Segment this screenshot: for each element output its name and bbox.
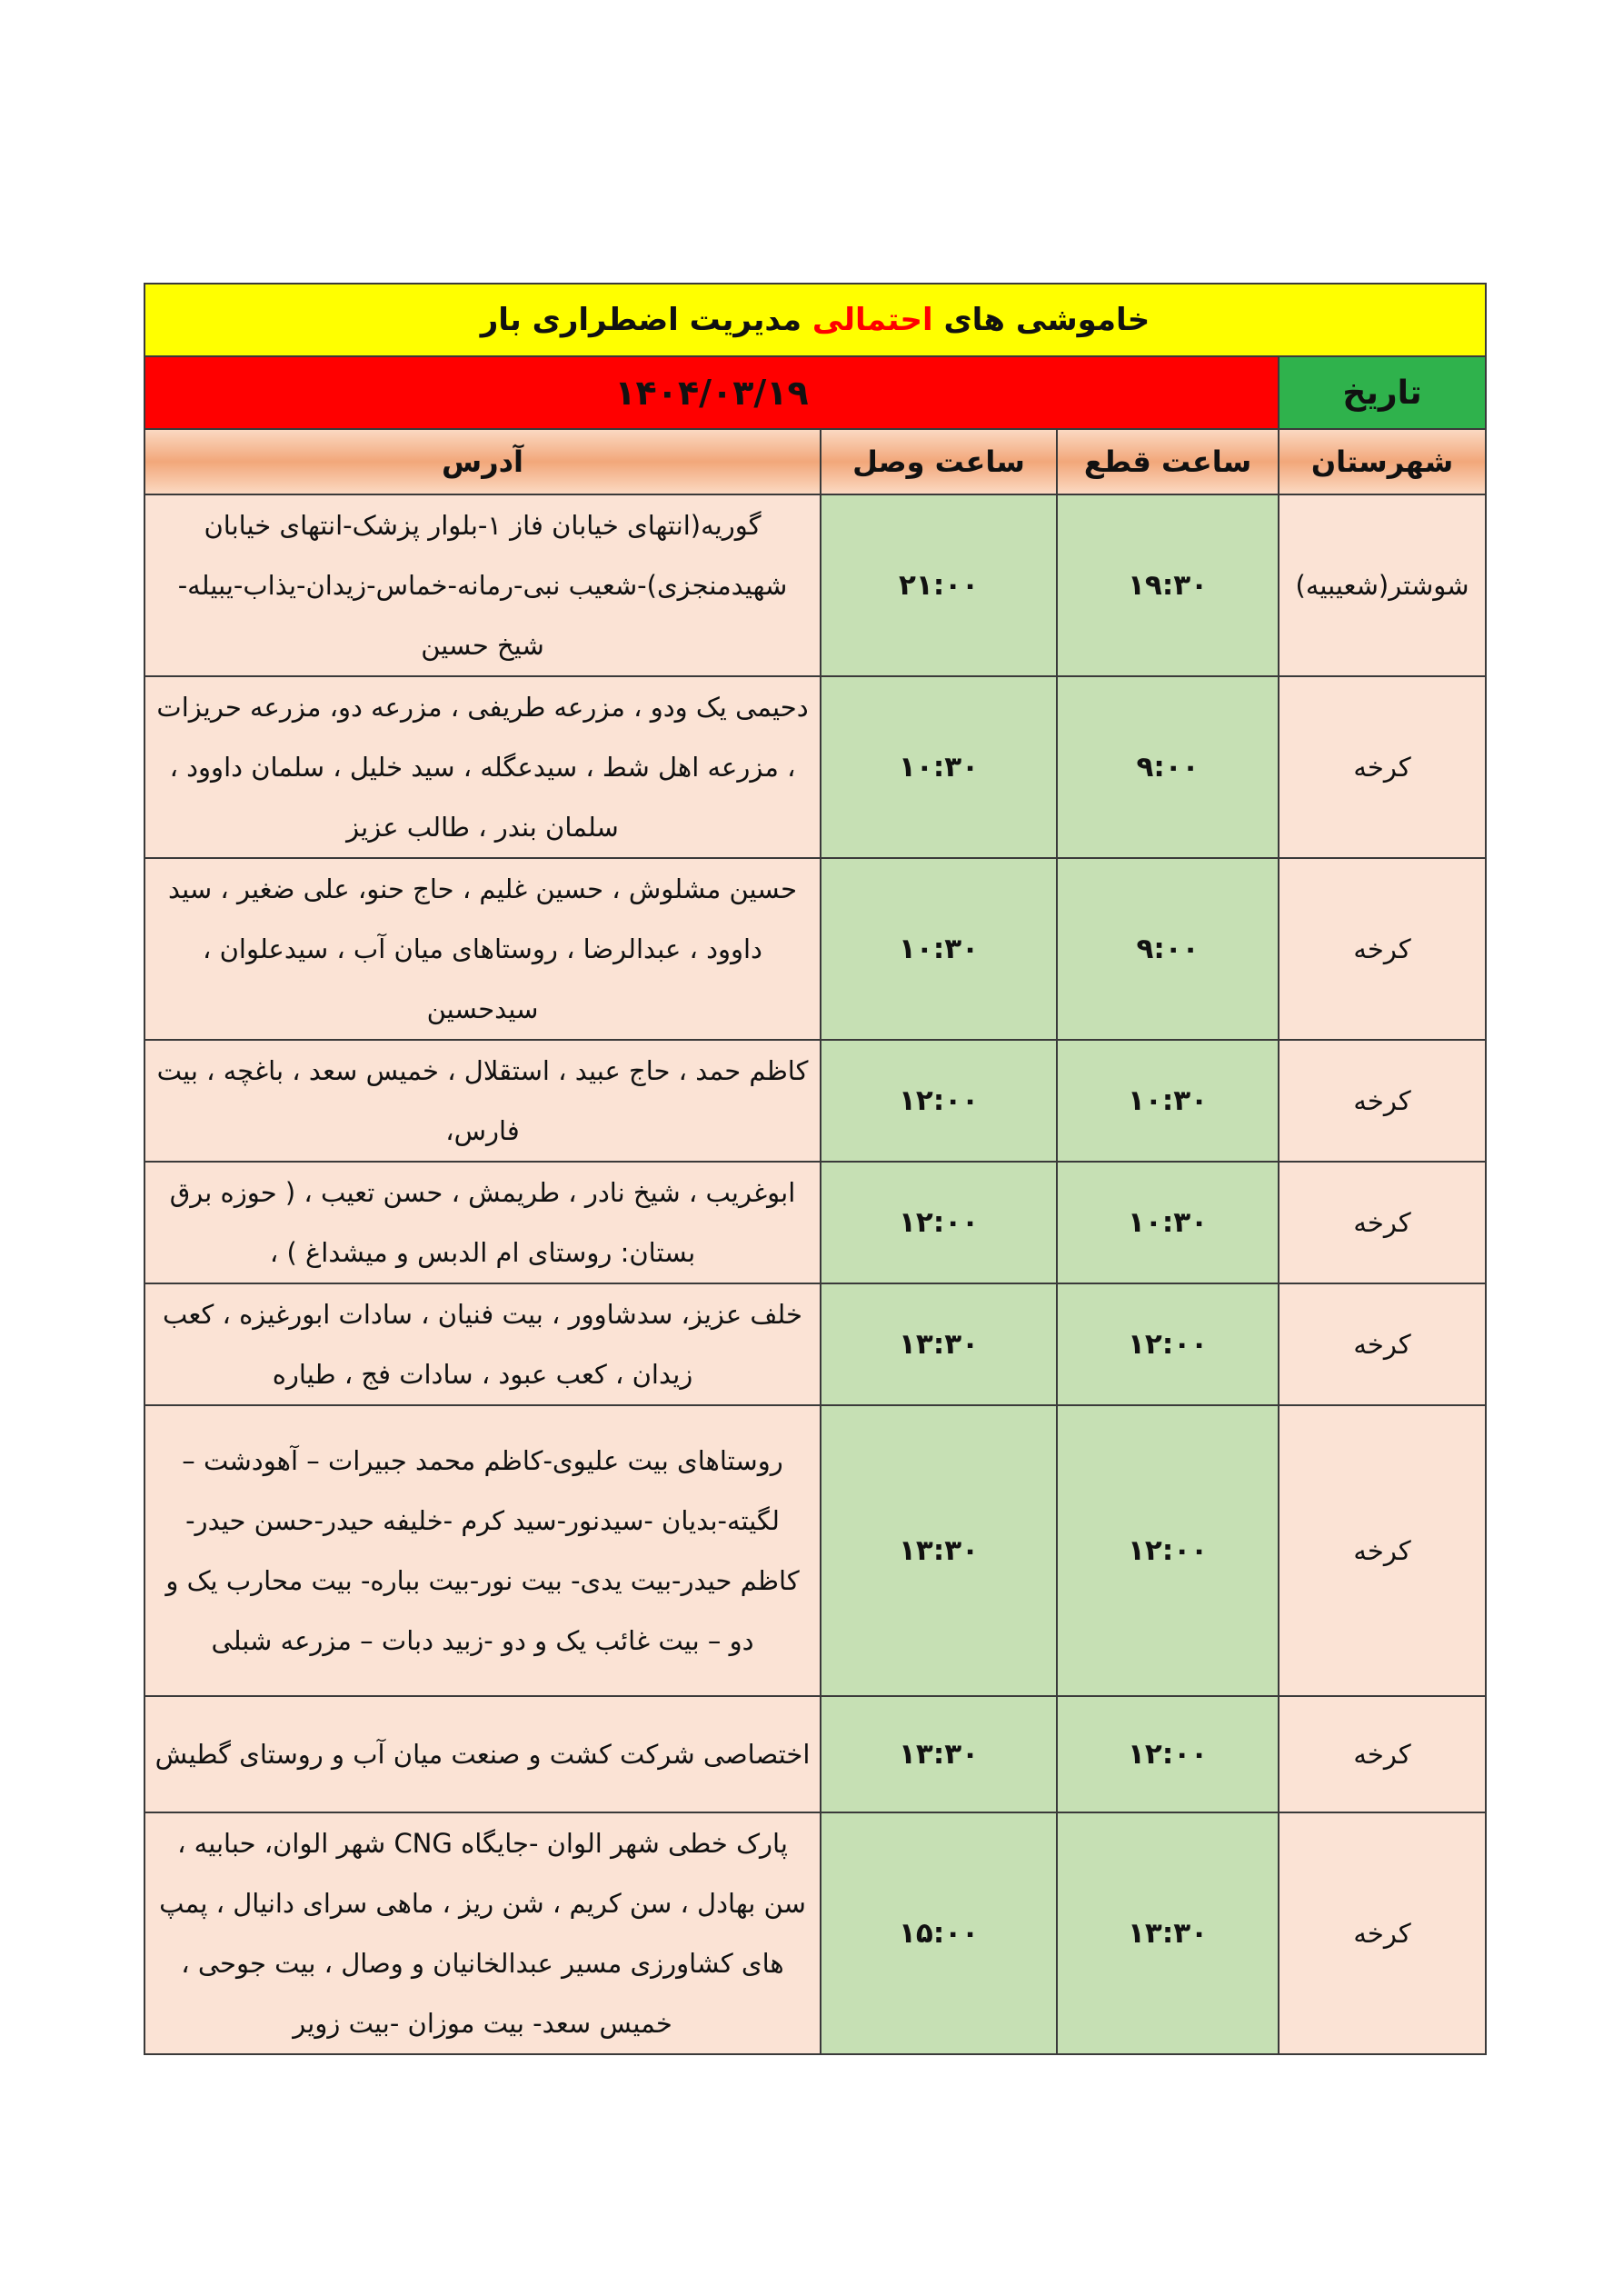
date-row [144, 356, 1486, 429]
connect-time-cell: ۱۲:۰۰ [821, 1040, 1057, 1162]
address-cell: کاظم حمد ، حاج عبید ، استقلال ، خمیس سعد ، باغچه ، بیت فارس، [144, 1040, 821, 1162]
header-address: آدرس [144, 429, 821, 494]
table-row [144, 1040, 1486, 1162]
address-cell: دحیمی یک ودو ، مزرعه طریفی ، مزرعه دو، مزرعه حریزات ، مزرعه اهل شط ، سیدعگله ، سید خلیل ، سلمان داوود ، سلمان بندر ، طالب عزیز [144, 676, 821, 858]
cut-time-cell: ۱۲:۰۰ [1057, 1283, 1279, 1405]
city-cell: کرخه [1279, 1162, 1486, 1283]
table-title [144, 284, 1486, 356]
header-city: شهرستان [1279, 429, 1486, 494]
connect-time-cell: ۱۰:۳۰ [821, 858, 1057, 1040]
header-cut-time: ساعت قطع [1057, 429, 1279, 494]
header-connect-time: ساعت وصل [821, 429, 1057, 494]
address-cell: گوریه(انتهای خیابان فاز ۱-بلوار پزشک-انتهای خیابان شهیدمنجزی)-شعیب نبی-رمانه-خماس-زیدان-یذاب-یبیله- شیخ حسین [144, 494, 821, 676]
connect-time-cell: ۱۰:۳۰ [821, 676, 1057, 858]
connect-time-cell: ۱۲:۰۰ [821, 1162, 1057, 1283]
title-part3: مدیریت اضطراری بار [480, 302, 802, 338]
address-cell: ابوغریب ، شیخ نادر ، طریمش ، حسن تعیب ، ( حوزه برق بستان: روستای ام الدبس و میشداغ ) ، [144, 1162, 821, 1283]
cut-time-cell: ۱۲:۰۰ [1057, 1405, 1279, 1696]
cut-time-cell: ۱۰:۳۰ [1057, 1162, 1279, 1283]
table-row [144, 1696, 1486, 1812]
cut-time-cell: ۱۳:۳۰ [1057, 1812, 1279, 2054]
title-row [144, 284, 1486, 356]
city-cell: کرخه [1279, 858, 1486, 1040]
cut-time-cell: ۹:۰۰ [1057, 858, 1279, 1040]
city-cell: کرخه [1279, 1405, 1486, 1696]
cut-time-cell: ۱۹:۳۰ [1057, 494, 1279, 676]
city-cell: کرخه [1279, 1040, 1486, 1162]
table-row [144, 1162, 1486, 1283]
table-row [144, 676, 1486, 858]
connect-time-cell: ۱۳:۳۰ [821, 1283, 1057, 1405]
table-row [144, 858, 1486, 1040]
address-cell: حسین مشلوش ، حسین غلیم ، حاج حنو، علی ضغیر ، سید داوود ، عبدالرضا ، روستاهای میان آب ، سیدعلوان ، سیدحسین [144, 858, 821, 1040]
cut-time-cell: ۱۲:۰۰ [1057, 1696, 1279, 1812]
table-row [144, 1405, 1486, 1696]
city-cell: کرخه [1279, 1812, 1486, 2054]
blackout-schedule-table [144, 283, 1487, 2055]
date-value: ۱۴۰۴/۰۳/۱۹ [144, 356, 1279, 429]
city-cell: شوشتر(شعیبیه) [1279, 494, 1486, 676]
address-cell: اختصاصی شرکت کشت و صنعت میان آب و روستای گطیش [144, 1696, 821, 1812]
table-row [144, 1812, 1486, 2054]
table-row [144, 1283, 1486, 1405]
connect-time-cell: ۲۱:۰۰ [821, 494, 1057, 676]
connect-time-cell: ۱۵:۰۰ [821, 1812, 1057, 2054]
address-cell: روستاهای بیت علیوی-کاظم محمد جبیرات – آهودشت – لگیته-بدیان -سیدنور-سید کرم -خلیفه حیدر-حسن حیدر- کاظم حیدر-بیت یدی- بیت نور-بیت بباره- بیت محارب یک و دو – بیت غائب یک و دو -زبید دبات – مزرعه شبلی [144, 1405, 821, 1696]
city-cell: کرخه [1279, 1283, 1486, 1405]
title-highlight: احتمالی [812, 302, 933, 338]
address-cell: خلف عزیز، سدشاوور ، بیت فنیان ، سادات ابورغیزه ، کعب زیدان ، کعب عبود ، سادات فج ، طیاره [144, 1283, 821, 1405]
connect-time-cell: ۱۳:۳۰ [821, 1405, 1057, 1696]
title-part1: خاموشی های [943, 302, 1150, 338]
city-cell: کرخه [1279, 1696, 1486, 1812]
address-cell: پارک خطی شهر الوان -جایگاه CNG شهر الوان، حبابیه ، سن بهادل ، سن کریم ، شن ریز ، ماهی سرای دانیال ، پمپ های کشاورزی مسیر عبدالخانیان و وصال ، بیت جوحی ، خمیس سعد- بیت موزان -بیت زویر [144, 1812, 821, 2054]
cut-time-cell: ۹:۰۰ [1057, 676, 1279, 858]
header-row [144, 429, 1486, 494]
city-cell: کرخه [1279, 676, 1486, 858]
table-row [144, 494, 1486, 676]
connect-time-cell: ۱۳:۳۰ [821, 1696, 1057, 1812]
date-label: تاریخ [1279, 356, 1486, 429]
cut-time-cell: ۱۰:۳۰ [1057, 1040, 1279, 1162]
